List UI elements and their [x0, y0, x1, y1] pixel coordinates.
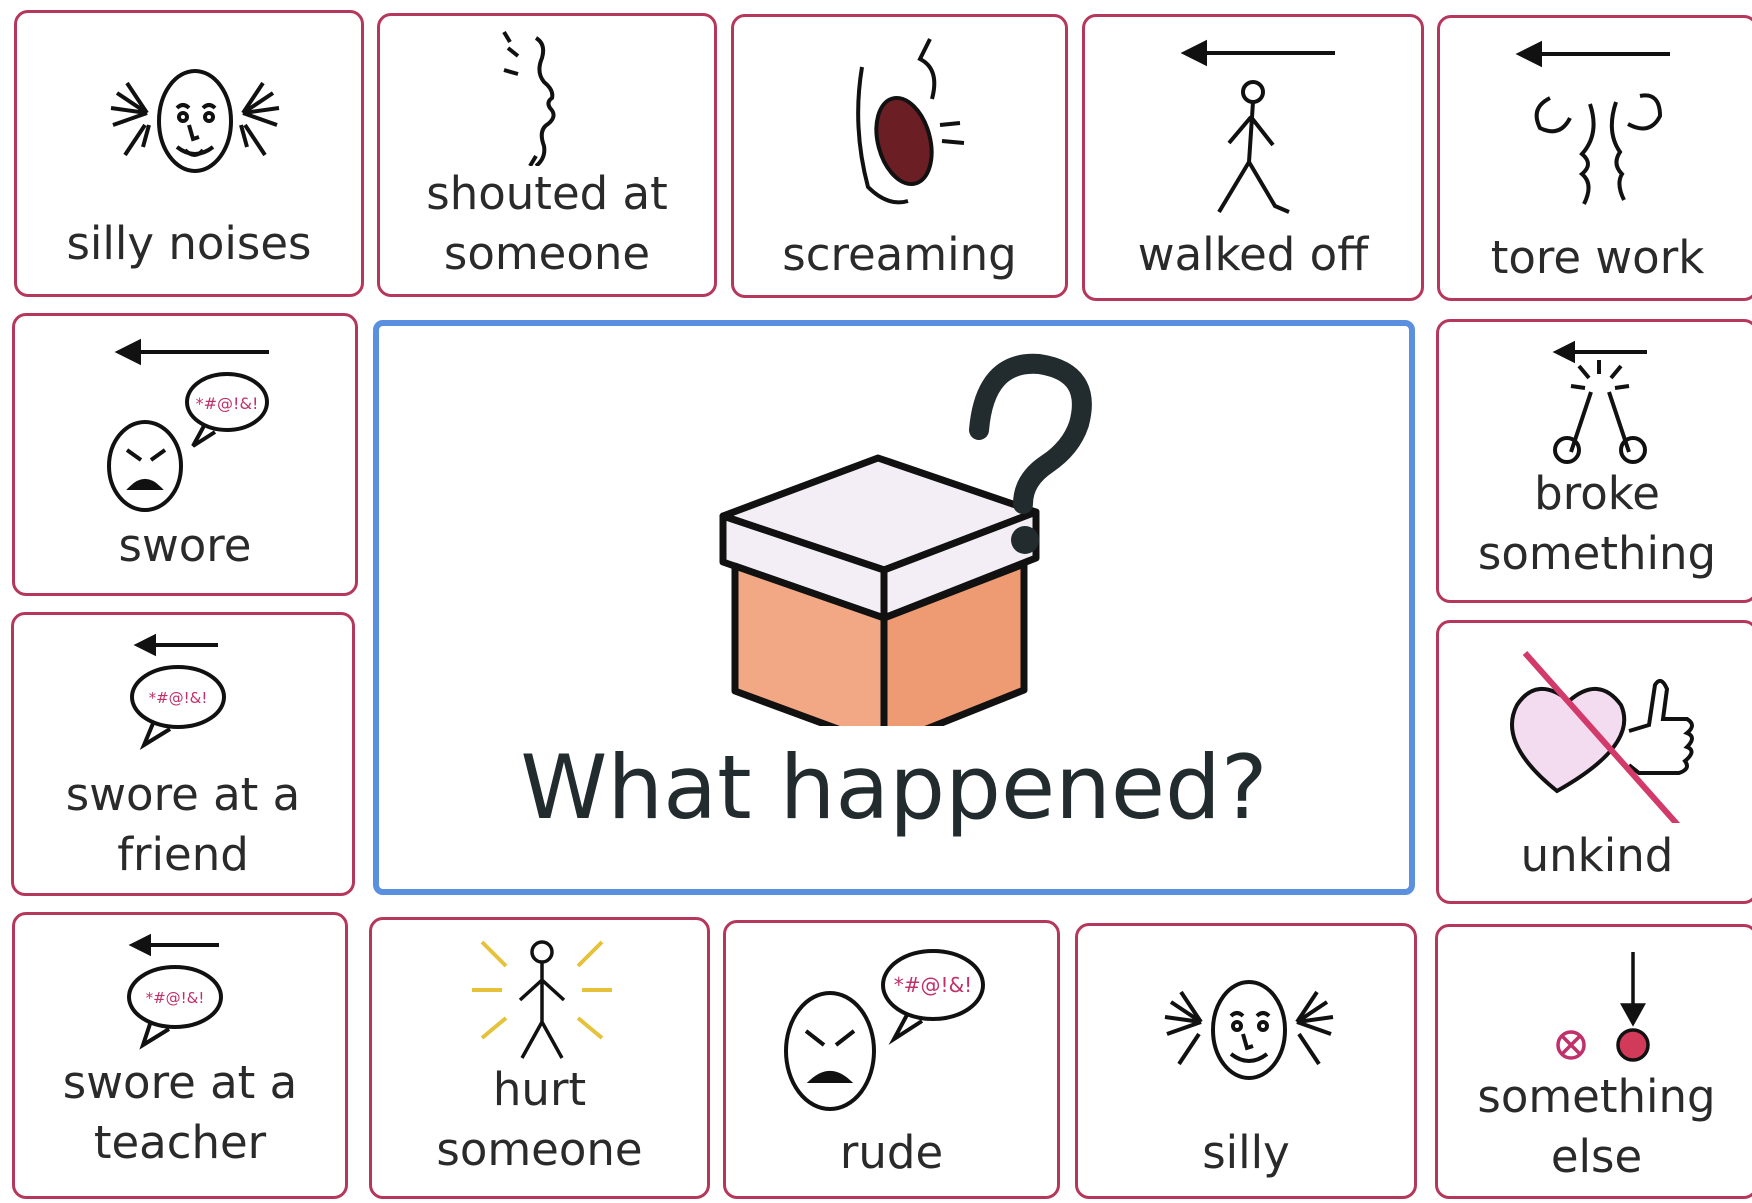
card-label: rude — [839, 1126, 944, 1179]
card-swore-at-a-friend[interactable] — [11, 612, 355, 896]
card-swore-at-a-teacher[interactable] — [12, 912, 348, 1199]
card-silly[interactable] — [1075, 923, 1417, 1199]
card-label: shouted at someone — [426, 167, 668, 280]
swear-symbols: *#@!&! — [148, 689, 208, 707]
swear-symbols: *#@!&! — [145, 989, 205, 1007]
card-label: screaming — [782, 228, 1017, 281]
shouting-profile-icon — [380, 16, 720, 166]
card-swore[interactable] — [12, 313, 358, 596]
walking-person-icon — [1085, 17, 1427, 217]
card-broke-something[interactable] — [1436, 319, 1752, 603]
angry-face-speech-icon — [15, 316, 361, 516]
card-screaming[interactable] — [731, 14, 1068, 298]
card-label: something else — [1477, 1070, 1716, 1183]
card-label: silly — [1202, 1126, 1290, 1179]
card-label: swore at a friend — [65, 768, 301, 881]
card-tore-work[interactable] — [1437, 15, 1752, 301]
card-hurt-someone[interactable] — [369, 917, 710, 1199]
mystery-box-icon — [379, 326, 1409, 726]
card-label: walked off — [1137, 228, 1369, 281]
breaking-stick-icon — [1439, 322, 1752, 472]
card-label: hurt someone — [436, 1063, 643, 1176]
tearing-paper-icon — [1440, 18, 1752, 218]
card-label: swore — [118, 519, 252, 572]
swear-speech-bubble-icon — [14, 615, 358, 765]
card-walked-off[interactable] — [1082, 14, 1424, 301]
card-rude[interactable] — [723, 920, 1060, 1199]
something-else-icon — [1438, 927, 1752, 1077]
page-title: What happened? — [520, 736, 1268, 839]
card-label: unkind — [1520, 829, 1674, 882]
heart-crossed-icon — [1439, 623, 1752, 823]
card-shouted-at-someone[interactable] — [377, 13, 717, 297]
angry-face-speech-icon — [726, 923, 1063, 1123]
swear-symbols: *#@!&! — [195, 394, 259, 413]
card-label: swore at a teacher — [62, 1056, 298, 1169]
card-something-else[interactable] — [1435, 924, 1752, 1199]
swear-speech-bubble-icon — [15, 915, 351, 1065]
card-silly-noises[interactable] — [14, 10, 364, 297]
silly-face-icon — [1078, 926, 1420, 1116]
screaming-mouth-icon — [734, 17, 1071, 217]
hurt-person-icon — [372, 920, 713, 1060]
card-unkind[interactable] — [1436, 620, 1752, 904]
card-label: broke something — [1477, 467, 1717, 580]
silly-face-icon — [17, 13, 367, 213]
card-label: silly noises — [66, 217, 312, 270]
swear-symbols: *#@!&! — [893, 973, 973, 997]
card-label: tore work — [1490, 231, 1705, 284]
